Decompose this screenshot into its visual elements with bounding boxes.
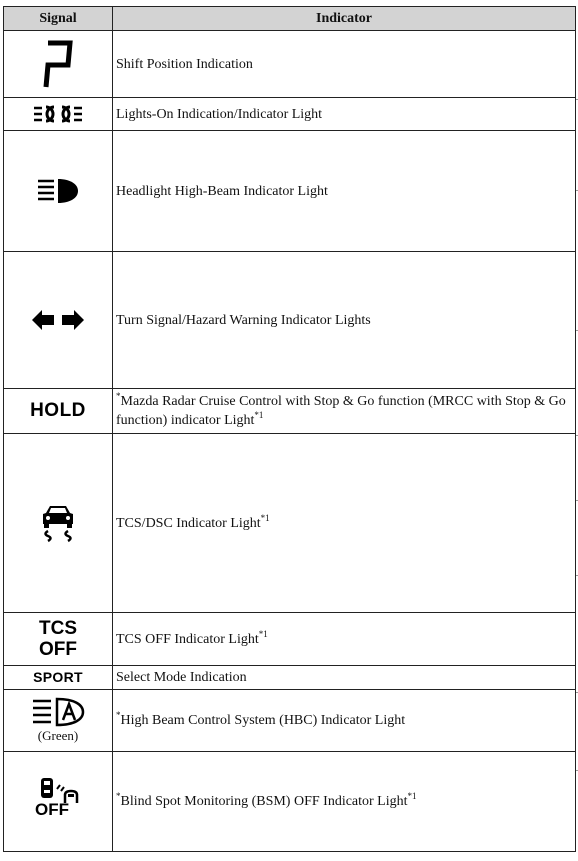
lights-on-icon bbox=[32, 104, 84, 124]
signal-cell bbox=[4, 613, 113, 666]
footnote-mark: *1 bbox=[407, 791, 417, 801]
turn-signal-arrows-icon bbox=[31, 309, 85, 331]
table-row bbox=[4, 690, 576, 752]
table-row bbox=[4, 252, 576, 389]
footnote-mark: *1 bbox=[260, 512, 270, 523]
table-row bbox=[4, 389, 576, 434]
indicator-text: Turn Signal/Hazard Warning Indicator Lights bbox=[116, 312, 371, 328]
bsm-off-label: OFF bbox=[35, 800, 69, 819]
indicator-text: Lights-On Indication/Indicator Light bbox=[116, 106, 323, 122]
indicator-cell bbox=[113, 98, 576, 131]
high-beam-control-icon bbox=[31, 697, 85, 727]
indicator-text: TCS/DSC Indicator Light bbox=[116, 515, 261, 531]
indicator-cell bbox=[113, 690, 576, 752]
header-signal: Signal bbox=[4, 7, 113, 31]
indicator-cell bbox=[113, 752, 576, 852]
table-row bbox=[4, 666, 576, 690]
indicator-text: Mazda Radar Cruise Control with Stop & Go function (MRCC with Stop & Go function) indicator Light bbox=[116, 394, 566, 428]
sport-icon: SPORT bbox=[33, 668, 83, 685]
tcs-off-icon bbox=[39, 618, 77, 660]
icon-color-caption: (Green) bbox=[37, 728, 79, 743]
indicator-cell bbox=[113, 131, 576, 252]
signal-cell bbox=[4, 31, 113, 98]
signal-cell bbox=[4, 434, 113, 613]
table-header-row bbox=[4, 7, 576, 31]
tcs-off-icon-line1: TCS bbox=[39, 618, 77, 639]
prefix-mark: * bbox=[116, 710, 121, 720]
indicator-text: TCS OFF Indicator Light bbox=[116, 631, 259, 647]
indicator-text: Shift Position Indication bbox=[116, 56, 253, 72]
hold-icon: HOLD bbox=[30, 400, 86, 421]
table-row bbox=[4, 131, 576, 252]
table-row bbox=[4, 434, 576, 613]
indicator-cell bbox=[113, 252, 576, 389]
signal-cell bbox=[4, 666, 113, 690]
table-row bbox=[4, 613, 576, 666]
indicator-cell bbox=[113, 613, 576, 666]
indicator-text: Select Mode Indication bbox=[116, 670, 247, 685]
indicator-cell bbox=[113, 389, 576, 434]
tcs-dsc-car-icon bbox=[38, 503, 78, 543]
shift-position-icon bbox=[38, 37, 78, 91]
signal-cell bbox=[4, 98, 113, 131]
signal-cell bbox=[4, 389, 113, 434]
indicator-cell bbox=[113, 31, 576, 98]
bsm-off-icon bbox=[35, 777, 81, 821]
footnote-mark: *1 bbox=[254, 410, 264, 420]
indicator-text: Blind Spot Monitoring (BSM) OFF Indicator Light bbox=[120, 794, 408, 809]
indicator-cell bbox=[113, 666, 576, 690]
signal-cell bbox=[4, 690, 113, 752]
indicator-text: High Beam Control System (HBC) Indicator Light bbox=[120, 713, 406, 728]
prefix-mark: * bbox=[116, 791, 121, 801]
signal-cell bbox=[4, 252, 113, 389]
table-row bbox=[4, 98, 576, 131]
footnote-mark: *1 bbox=[258, 628, 268, 639]
prefix-mark: * bbox=[116, 391, 121, 401]
indicator-cell bbox=[113, 434, 576, 613]
header-indicator: Indicator bbox=[113, 7, 576, 31]
indicator-text: Headlight High-Beam Indicator Light bbox=[116, 183, 328, 199]
tcs-off-icon-line2: OFF bbox=[39, 639, 77, 660]
table-row bbox=[4, 752, 576, 852]
signal-cell bbox=[4, 131, 113, 252]
headlight-high-beam-icon bbox=[36, 178, 80, 204]
indicator-table bbox=[3, 6, 576, 852]
signal-cell bbox=[4, 752, 113, 852]
table-row bbox=[4, 31, 576, 98]
